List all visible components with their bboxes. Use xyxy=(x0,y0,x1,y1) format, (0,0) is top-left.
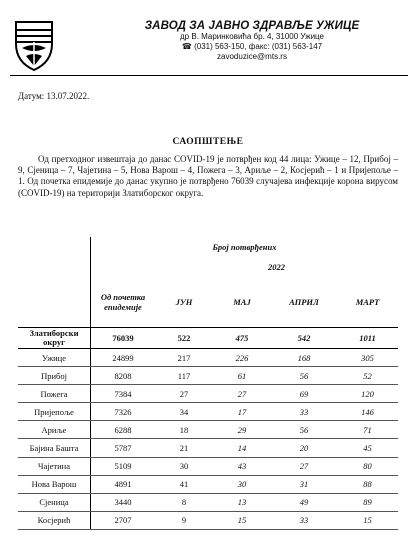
row-label: Пожега xyxy=(18,385,91,403)
table-cell: 120 xyxy=(337,385,398,403)
table-cell: 33 xyxy=(271,403,337,421)
table-cell: 4891 xyxy=(91,475,156,493)
table-cell: 117 xyxy=(155,367,213,385)
table-cell: 7384 xyxy=(91,385,156,403)
table-cell: 168 xyxy=(271,349,337,367)
table-cell: 18 xyxy=(155,421,213,439)
confirmed-cases-table xyxy=(18,237,398,530)
table-cell: 8 xyxy=(155,493,213,511)
table-cell: 43 xyxy=(213,457,271,475)
table-row xyxy=(18,367,398,385)
table-row xyxy=(18,421,398,439)
table-cell: 27 xyxy=(271,457,337,475)
table-row xyxy=(18,439,398,457)
table-cell: 13 xyxy=(213,493,271,511)
table-group-header-row xyxy=(18,237,398,257)
table-cell: 76039 xyxy=(91,328,156,349)
table-cell: 61 xyxy=(213,367,271,385)
table-cell: 9 xyxy=(155,511,213,529)
row-label: Ариље xyxy=(18,421,91,439)
table-cell: 69 xyxy=(271,385,337,403)
document-title: САОПШТЕЊЕ xyxy=(172,137,244,147)
table-cell: 475 xyxy=(213,328,271,349)
table-year-row xyxy=(18,257,398,277)
announcement-paragraph: Од претходног извештаја до данас COVID-19 је потврђен код 44 лица: Ужице – 12, Прибој – 9, Сјеница – 7, Чајетина – 5, Нова Варош – 4, Пожега – 3, Ариље – 2, Косјерић – 1 и Пријепоље – 1. Од почетка епидемије до данас укупно је потврђено 76039 случајева инфекције корона вирусом (COVID-19) на територији Златиборског округа. xyxy=(18,154,398,198)
table-row xyxy=(18,385,398,403)
table-cell: 20 xyxy=(271,439,337,457)
year-header: 2022 xyxy=(268,262,285,272)
table-cell: 56 xyxy=(271,367,337,385)
table-cell: 14 xyxy=(213,439,271,457)
table-cell: 522 xyxy=(155,328,213,349)
table-cell: 49 xyxy=(271,493,337,511)
table-cell: 146 xyxy=(337,403,398,421)
row-label: Ужице xyxy=(18,349,91,367)
table-cell: 71 xyxy=(337,421,398,439)
table-cell: 21 xyxy=(155,439,213,457)
row-label: Косјерић xyxy=(18,511,91,529)
institution-address: др В. Маринковића бр. 4, 31000 Ужице xyxy=(180,32,324,41)
table-cell: 24899 xyxy=(91,349,156,367)
row-label: Чајетина xyxy=(18,457,91,475)
table-cell: 34 xyxy=(155,403,213,421)
table-cell: 29 xyxy=(213,421,271,439)
table-cell: 1011 xyxy=(337,328,398,349)
column-header: МАРТ xyxy=(337,277,398,328)
institution-email: zavoduzice@mts.rs xyxy=(217,52,287,61)
table-row xyxy=(18,403,398,421)
table-row xyxy=(18,493,398,511)
letterhead xyxy=(10,20,408,76)
table-cell: 45 xyxy=(337,439,398,457)
column-header: ЈУН xyxy=(155,277,213,328)
table-cell: 31 xyxy=(271,475,337,493)
table-cell: 30 xyxy=(155,457,213,475)
table-cell: 17 xyxy=(213,403,271,421)
table-column-header-row xyxy=(18,277,398,328)
table-cell: 7326 xyxy=(91,403,156,421)
row-label: Пријепоље xyxy=(18,403,91,421)
table-cell: 56 xyxy=(271,421,337,439)
table-cell: 8208 xyxy=(91,367,156,385)
row-label: Прибој xyxy=(18,367,91,385)
column-header: МАЈ xyxy=(213,277,271,328)
table-cell: 27 xyxy=(155,385,213,403)
table-cell: 27 xyxy=(213,385,271,403)
table-cell: 80 xyxy=(337,457,398,475)
table-cell: 15 xyxy=(337,511,398,529)
institute-logo-icon xyxy=(14,20,54,72)
column-header: АПРИЛ xyxy=(271,277,337,328)
row-label: Бајина Башта xyxy=(18,439,91,457)
table-row xyxy=(18,511,398,529)
table-cell: 542 xyxy=(271,328,337,349)
table-cell: 52 xyxy=(337,367,398,385)
row-label: Сјеница xyxy=(18,493,91,511)
group-header: Број потврђених xyxy=(212,242,277,252)
table-cell: 217 xyxy=(155,349,213,367)
institution-name: ЗАВОД ЗА ЈАВНО ЗДРАВЉЕ УЖИЦЕ xyxy=(144,20,360,32)
table-cell: 305 xyxy=(337,349,398,367)
table-row xyxy=(18,457,398,475)
table-cell: 6288 xyxy=(91,421,156,439)
institution-block xyxy=(100,20,404,62)
table-cell: 30 xyxy=(213,475,271,493)
institution-phone: ☎ (031) 563-150, факс: (031) 563-147 xyxy=(181,42,323,51)
column-header: Од почетка епидемије xyxy=(91,277,156,328)
table-cell: 5787 xyxy=(91,439,156,457)
document-date: Датум: 13.07.2022. xyxy=(18,91,90,101)
table-cell: 2707 xyxy=(91,511,156,529)
table-cell: 88 xyxy=(337,475,398,493)
table-row xyxy=(18,475,398,493)
table-cell: 226 xyxy=(213,349,271,367)
table-cell: 15 xyxy=(213,511,271,529)
row-label: Нова Варош xyxy=(18,475,91,493)
table-cell: 5109 xyxy=(91,457,156,475)
table-cell: 41 xyxy=(155,475,213,493)
row-label: Златиборски округ xyxy=(18,328,91,349)
table-cell: 3440 xyxy=(91,493,156,511)
table-cell: 89 xyxy=(337,493,398,511)
table-total-row xyxy=(18,328,398,349)
table-cell: 33 xyxy=(271,511,337,529)
table-row xyxy=(18,349,398,367)
